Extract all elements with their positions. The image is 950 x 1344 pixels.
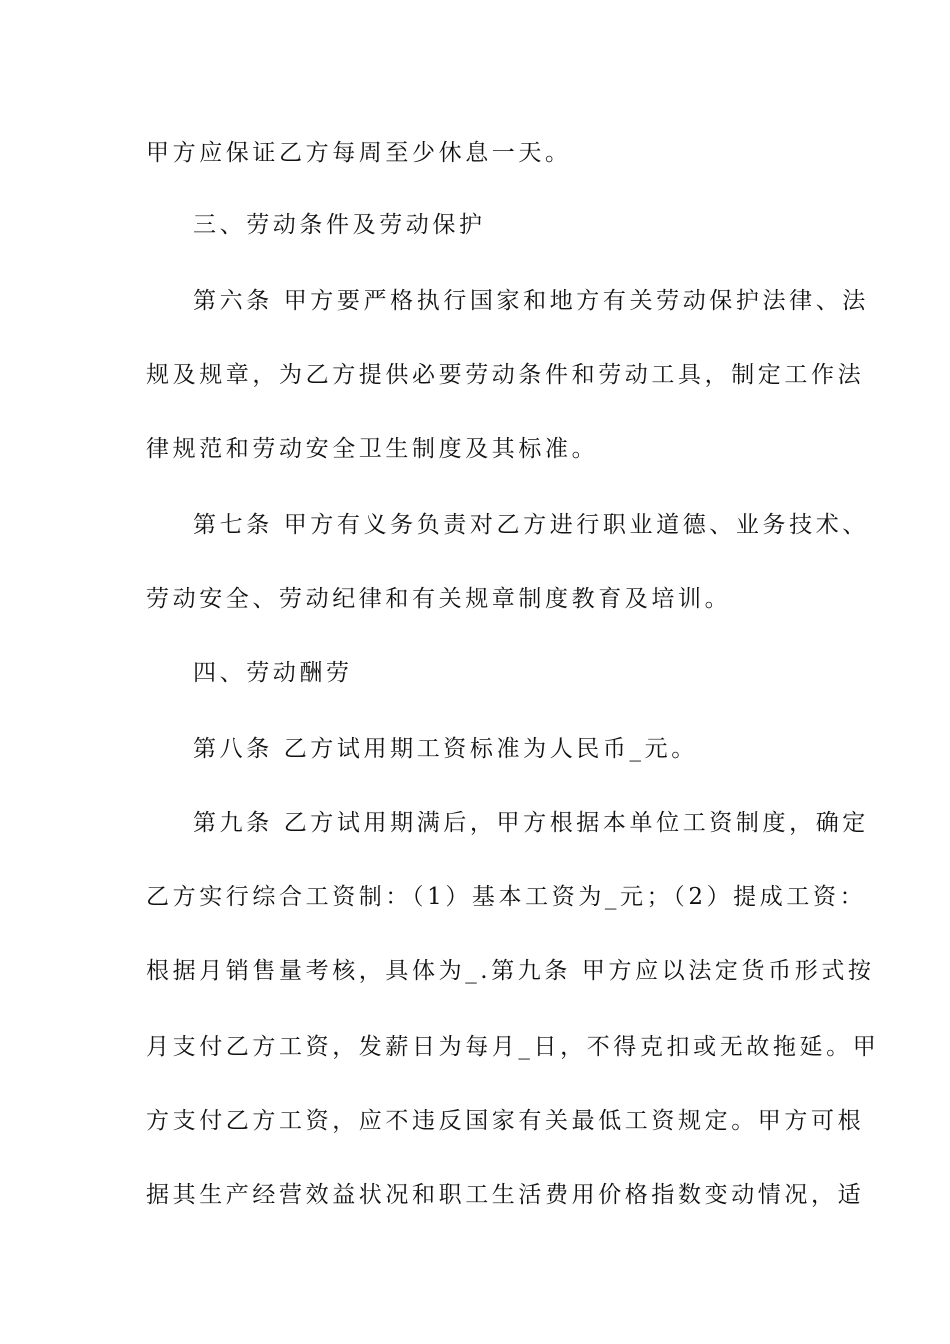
text-line: 甲方应保证乙方每周至少休息一天。 [146, 140, 572, 166]
section-heading: 四、劳动酬劳 [193, 660, 353, 686]
text-line: 月支付乙方工资，发薪日为每月_日，不得克扣或无故拖延。甲 [146, 1034, 880, 1060]
text-line: 方支付乙方工资，应不违反国家有关最低工资规定。甲方可根 [146, 1108, 865, 1134]
text-line: 乙方实行综合工资制：（1）基本工资为_元；（2）提成工资： [146, 884, 867, 910]
text-line: 第八条 乙方试用期工资标准为人民币_元。 [193, 736, 698, 762]
section-heading: 三、劳动条件及劳动保护 [193, 212, 486, 238]
text-line: 据其生产经营效益状况和职工生活费用价格指数变动情况，适 [146, 1182, 865, 1208]
text-line: 规及规章，为乙方提供必要劳动条件和劳动工具，制定工作法 [146, 362, 865, 388]
text-line: 第七条 甲方有义务负责对乙方进行职业道德、业务技术、 [193, 512, 869, 538]
text-line: 劳动安全、劳动纪律和有关规章制度教育及培训。 [146, 586, 732, 612]
text-line: 第九条 乙方试用期满后，甲方根据本单位工资制度，确定 [193, 810, 869, 836]
text-line: 律规范和劳动安全卫生制度及其标准。 [146, 436, 599, 462]
text-line: 第六条 甲方要严格执行国家和地方有关劳动保护法律、法 [193, 288, 869, 314]
text-line: 根据月销售量考核，具体为_.第九条 甲方应以法定货币形式按 [146, 958, 875, 984]
